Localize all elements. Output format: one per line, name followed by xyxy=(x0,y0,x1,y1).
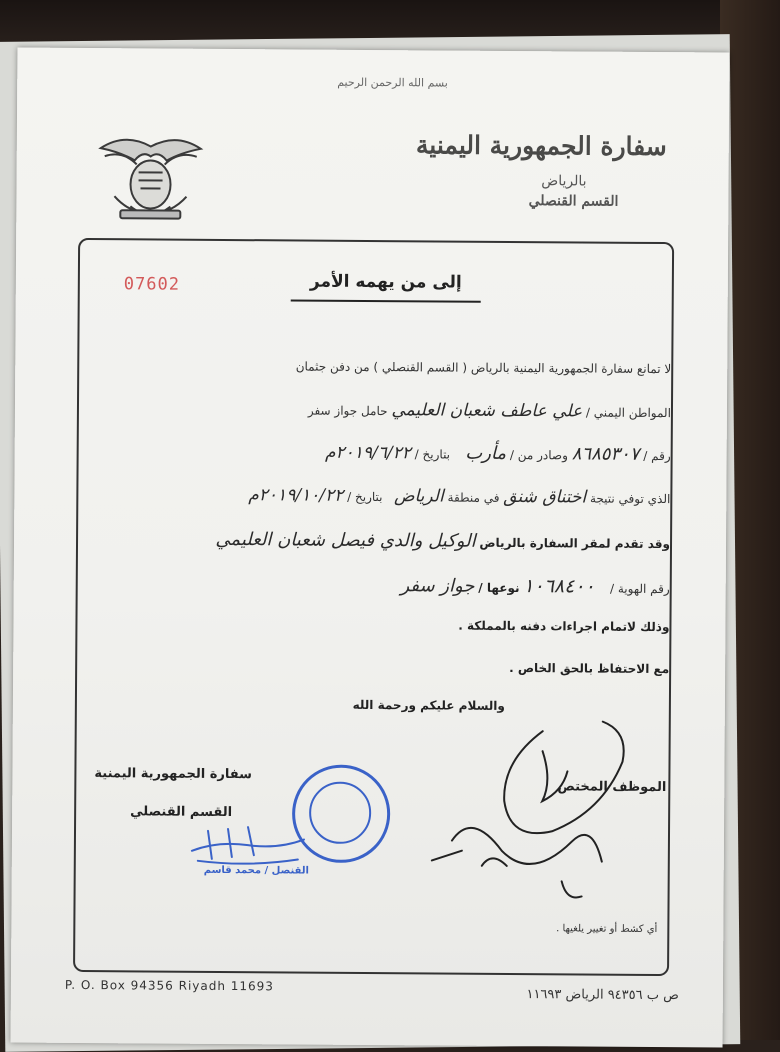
signature-embassy: سفارة الجمهورية اليمنية xyxy=(94,766,252,783)
line4-prefix: الذي توفي نتيجة xyxy=(589,491,671,507)
death-cause: اختناق شنق xyxy=(503,486,587,508)
line3-issued-label: وصادر من / xyxy=(509,447,568,463)
official-label: الموظف المختص xyxy=(557,779,667,796)
footnote: أي كشط أو تغيير يلغيها . xyxy=(556,923,658,936)
death-region: الرياض xyxy=(393,486,444,507)
body-line-3 xyxy=(71,440,671,465)
line4-region-label: في منطقة xyxy=(447,490,500,505)
line5-prefix: وقد تقدم لمقر السفارة بالرياض xyxy=(479,535,671,552)
line4-date-label: بتاريخ / xyxy=(347,489,383,505)
id-type: جواز سفر xyxy=(400,575,475,597)
line3-prefix: رقم / xyxy=(643,448,671,464)
body-line-7: وذلك لاتمام اجراءات دفنه بالمملكة . xyxy=(458,618,670,635)
line6-prefix: رقم الهوية / xyxy=(609,581,670,597)
body-line-1: لا تمانع سفارة الجمهورية اليمنية بالرياض ( القسم القنصلي ) من دفن جثمان xyxy=(295,359,672,377)
line3-date-label: بتاريخ / xyxy=(414,447,451,462)
consular-stamp-icon xyxy=(292,764,391,863)
stamp-emblem xyxy=(309,782,371,844)
po-box-english: P. O. Box 94356 Riyadh 11693 xyxy=(64,977,275,994)
body-line-6 xyxy=(70,572,670,598)
id-number: ١٠٦٨٤٠٠ xyxy=(523,575,595,598)
passport-date: ٢٠١٩/٦/٢٢م xyxy=(324,442,411,464)
signature-scribble xyxy=(391,690,653,912)
basmala: بسم الله الرحمن الرحيم xyxy=(337,75,448,90)
citizen-name: علي عاطف شعبان العليمي xyxy=(391,400,583,422)
stamp-consul-name: القنصل / محمد قاسم xyxy=(203,864,309,877)
yemen-emblem-icon xyxy=(94,126,207,223)
consul-signature xyxy=(188,801,308,872)
line2-prefix: المواطن اليمني / xyxy=(585,405,671,421)
signature-department: القسم القنصلي xyxy=(130,804,233,821)
body-line-2 xyxy=(111,398,671,422)
document-sheet xyxy=(11,48,730,1048)
body-line-5 xyxy=(40,528,670,553)
embassy-title: سفارة الجمهورية اليمنية xyxy=(415,130,667,162)
line2-suffix: حامل جواز سفر xyxy=(307,403,388,419)
document-heading: إلى من يهمه الأمر xyxy=(309,271,462,293)
line6-type-label: نوعها / xyxy=(478,580,520,596)
po-box-arabic: ص ب ٩٤٣٥٦ الرياض ١١٦٩٣ xyxy=(526,987,679,1004)
embassy-city: بالرياض xyxy=(541,173,587,190)
representative-name: الوكيل والدي فيصل شعبان العليمي xyxy=(215,528,476,552)
embassy-department: القسم القنصلي xyxy=(528,193,619,210)
serial-number: 07602 xyxy=(123,274,181,295)
body-line-8: مع الاحتفاظ بالحق الخاص . xyxy=(509,660,670,677)
death-date: ٢٠١٩/١٠/٢٢م xyxy=(248,485,344,506)
passport-number: ٨٦٨٥٣٠٧ xyxy=(571,443,640,465)
passport-issue-place: مأرب xyxy=(465,442,507,464)
greeting: والسلام عليكم ورحمة الله xyxy=(352,697,505,713)
